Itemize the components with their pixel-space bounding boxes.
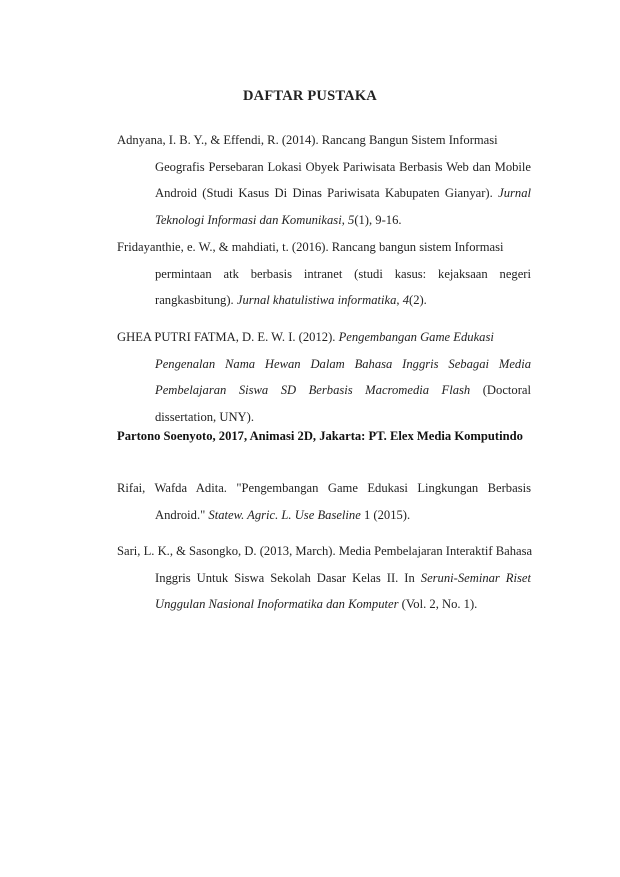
ref-line: Geografis Persebaran Lokasi Obyek Pariwisata Berbasis Web dan Mobile	[155, 159, 531, 174]
reference-partono: Partono Soenyoto, 2017, Animasi 2D, Jakarta: PT. Elex Media Komputindo	[117, 429, 523, 443]
reference-rifai	[117, 475, 531, 528]
ref-line: permintaan atk berbasis intranet (studi kasus: kejaksaan negeri	[155, 266, 531, 281]
ref-line: GHEA PUTRI FATMA, D. E. W. I. (2012). Pengembangan Game Edukasi	[117, 330, 494, 344]
ref-line: Teknologi Informasi dan Komunikasi, 5(1), 9-16.	[155, 212, 402, 227]
ref-line: Inggris Untuk Siswa Sekolah Dasar Kelas II. In Seruni-Seminar Riset	[155, 570, 531, 585]
ref-line: rangkasbitung). Jurnal khatulistiwa informatika, 4(2).	[155, 293, 427, 307]
page-title: DAFTAR PUSTAKA	[243, 88, 377, 104]
ref-line: Rifai, Wafda Adita. "Pengembangan Game Edukasi Lingkungan Berbasis	[117, 481, 531, 495]
ref-line: Android." Statew. Agric. L. Use Baseline 1 (2015).	[155, 507, 411, 522]
ref-line: Pembelajaran Siswa SD Berbasis Macromedia Flash (Doctoral	[155, 383, 531, 397]
reference-adnyana	[117, 127, 531, 233]
ref-line: Android (Studi Kasus Di Dinas Pariwisata Kabupaten Gianyar). Jurnal	[155, 186, 531, 200]
ref-line: Sari, L. K., & Sasongko, D. (2013, March). Media Pembelajaran Interaktif Bahasa	[117, 544, 533, 558]
ref-line: Adnyana, I. B. Y., & Effendi, R. (2014). Rancang Bangun Sistem Informasi	[117, 133, 498, 147]
ref-line: dissertation, UNY).	[155, 409, 254, 424]
ref-line: Pengenalan Nama Hewan Dalam Bahasa Inggris Sebagai Media	[155, 356, 531, 371]
ref-line: Fridayanthie, e. W., & mahdiati, t. (2016). Rancang bangun sistem Informasi	[117, 240, 504, 254]
ref-line: Unggulan Nasional Inoformatika dan Komputer (Vol. 2, No. 1).	[155, 597, 478, 611]
reference-ghea	[117, 324, 531, 430]
reference-fridayanthie	[117, 234, 531, 314]
reference-sari	[117, 538, 531, 618]
